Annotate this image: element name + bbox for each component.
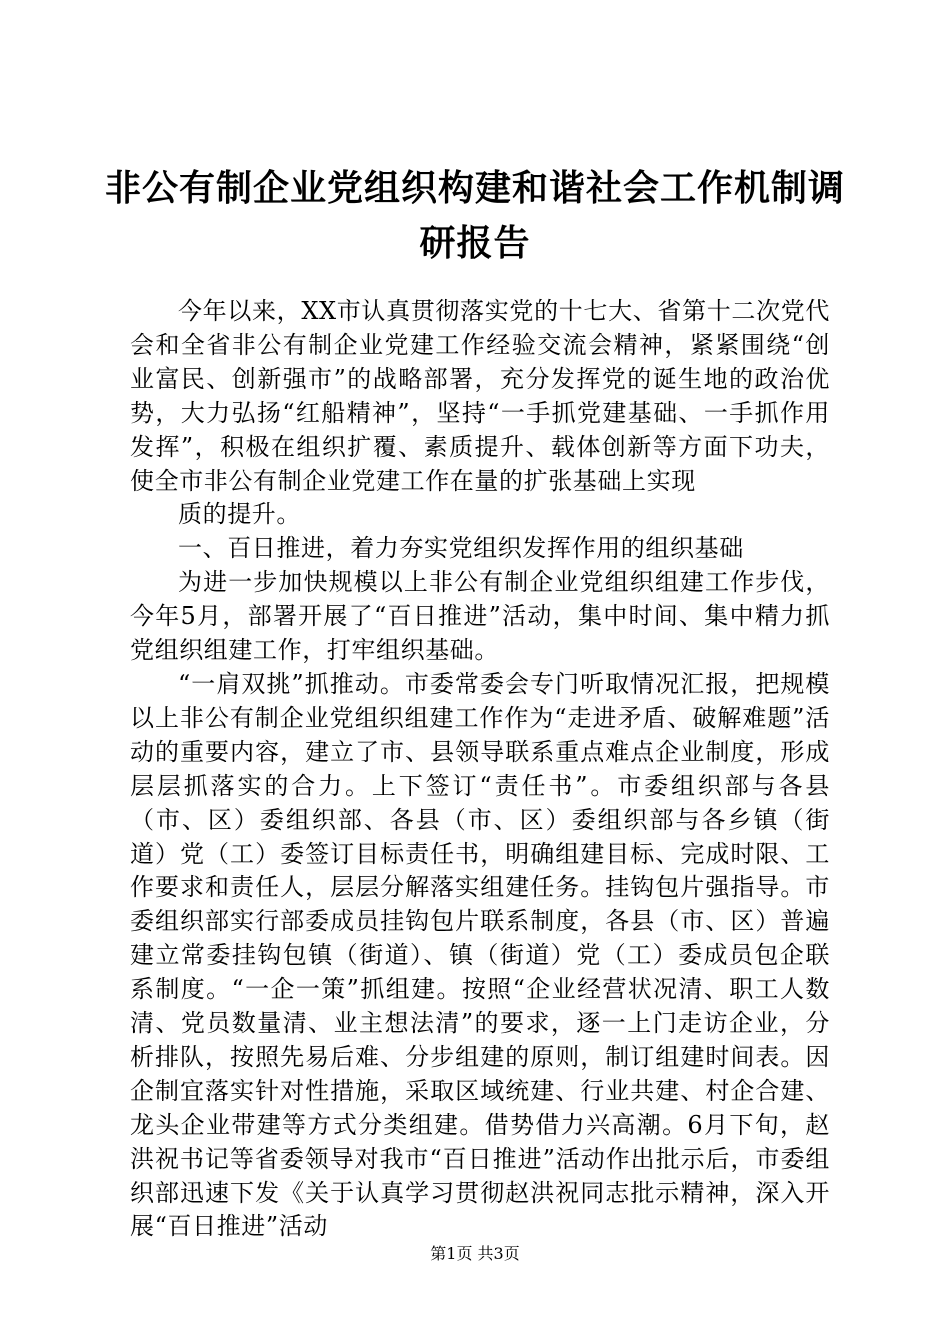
document-title-line-2: 研报告 (419, 222, 531, 264)
paragraph-intro: 今年以来，XX市认真贯彻落实党的十七大、省第十二次党代会和全省非公有制企业党建工作经验交流会精神，紧紧围绕“创业富民、创新强市”的战略部署，充分发挥党的诞生地的政治优势，大力弘扬“红船精神”，坚持“一手抓党建基础、一手抓作用发挥”，积极在组织扩覆、素质提升、载体创新等方面下功夫，使全市非公有制企业党建工作在量的扩张基础上实现 (130, 297, 830, 495)
page-number-footer: 第1页 共3页 (430, 1244, 520, 1263)
section-heading: 一、百日推进，着力夯实党组织发挥作用的组织基础 (178, 534, 744, 563)
paragraph-measures: “一肩双挑”抓推动。市委常委会专门听取情况汇报，把规模以上非公有制企业党组织组建工作作为“走进矛盾、破解难题”活动的重要内容，建立了市、县领导联系重点难点企业制度，形成层层抓落实的合力。上下签订“责任书”。市委组织部与各县（市、区）委组织部、各县（市、区）委组织部与各乡镇（街道）党（工）委签订目标责任书，明确组建目标、完成时限、工作要求和责任人，层层分解落实组建任务。挂钩包片强指导。市委组织部实行部委成员挂钩包片联系制度，各县（市、区）普遍建立常委挂钩包镇（街道）、镇（街道）党（工）委成员包企联系制度。“一企一策”抓组建。按照“企业经营状况清、职工人数清、党员数量清、业主想法清”的要求，逐一上门走访企业，分析排队，按照先易后难、分步组建的原则，制订组建时间表。因企制宜落实针对性措施，采取区域统建、行业共建、村企合建、龙头企业带建等方式分类组建。借势借力兴高潮。6月下旬，赵洪祝书记等省委领导对我市“百日推进”活动作出批示后，市委组织部迅速下发《关于认真学习贯彻赵洪祝同志批示精神，深入开展“百日推进”活动 (130, 669, 830, 1241)
paragraph-section-intro: 为进一步加快规模以上非公有制企业党组织组建工作步伐，今年5月，部署开展了“百日推进”活动，集中时间、集中精力抓党组织组建工作，打牢组织基础。 (130, 568, 830, 665)
paragraph-intro-continued: 质的提升。 (178, 500, 301, 529)
document-title-line-1: 非公有制企业党组织构建和谐社会工作机制调 (104, 167, 845, 209)
document-body (130, 295, 830, 1244)
